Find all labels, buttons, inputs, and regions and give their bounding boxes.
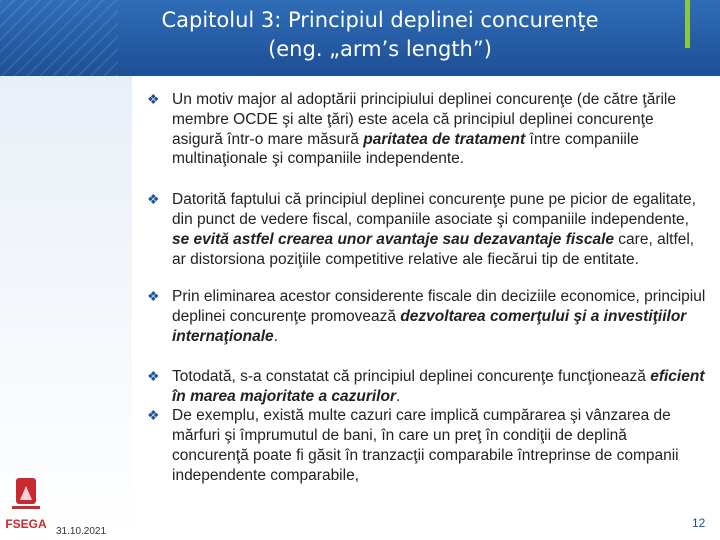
accent-bar xyxy=(685,0,690,48)
slide-title xyxy=(110,6,650,64)
diamond-bullet-icon: ❖ xyxy=(147,288,160,305)
title-line-2: (eng. „arm’s length”) xyxy=(268,37,492,61)
emphasis-text: eficient în marea majoritate a cazurilor xyxy=(172,367,705,405)
slide-date: 31.10.2021 xyxy=(56,526,107,537)
bullet-item: ❖ Totodată, s-a constatat că principiul deplinei concurenţe funcţionează eficient în marea majoritate a cazurilor. xyxy=(147,367,705,405)
bullet-item: ❖ Un motiv major al adoptării principiului deplinei concurenţe (de către ţările membre OCDE şi alte ţări) este acela că principiul deplinei concurenţe asigură într-o mare măsură paritatea de tratament între companiile multinaţionale şi companiile independente. xyxy=(147,91,676,168)
bullet-list xyxy=(147,90,707,486)
bullet-item: ❖ De exemplu, există multe cazuri care implică cumpărarea şi vânzarea de mărfuri şi împrumutul de bani, în care un preţ în condiţii de deplină concurenţă poate fi găsit în tranzacţii comparabile întreprinse de companii independente comparabile, xyxy=(147,407,679,484)
logo-text: FSEGA xyxy=(5,517,47,531)
emphasis-text: dezvoltarea comerţului şi a investiţiilor internaţionale xyxy=(172,308,687,345)
title-banner xyxy=(0,0,720,76)
fsega-logo xyxy=(4,476,48,536)
diamond-bullet-icon: ❖ xyxy=(147,407,160,424)
diamond-bullet-icon: ❖ xyxy=(147,191,160,208)
bullet-item: ❖ Prin eliminarea acestor considerente fiscale din deciziile economice, principiul deplinei concurenţe promovează dezvoltarea comerţului şi a investiţiilor internaţionale. xyxy=(147,288,706,345)
page-number: 12 xyxy=(692,516,706,530)
emphasis-text: se evită astfel crearea unor avantaje sau dezavantaje fiscale xyxy=(172,230,614,248)
diamond-bullet-icon: ❖ xyxy=(147,367,160,384)
banner-decoration xyxy=(0,0,118,76)
title-line-1: Capitolul 3: Principiul deplinei concurenţe xyxy=(161,8,599,32)
left-decor-strip xyxy=(0,76,132,540)
bullet-item: ❖ Datorită faptului că principiul deplinei concurenţe pune pe picior de egalitate, din punct de vedere fiscal, companiile asociate şi companiile independente, se evită astfel crearea unor avantaje sau dezavantaje fiscale care, altfel, ar distorsiona poziţiile competitive relative ale fiecărui tip de entitate. xyxy=(147,191,696,268)
diamond-bullet-icon: ❖ xyxy=(147,91,160,107)
emphasis-text: paritatea de tratament xyxy=(363,130,526,148)
